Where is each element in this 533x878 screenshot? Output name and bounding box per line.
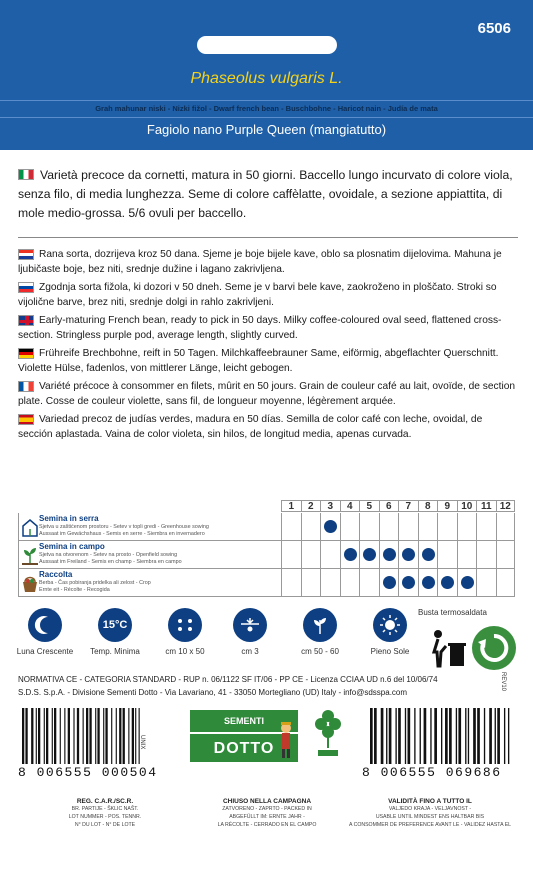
sun-icon [373,608,407,642]
calendar-cell [457,513,477,541]
description-hr-text: Rana sorta, dozrijeva kroz 50 dana. Sjeme je boje bijele kave, oblo sa plosnatim dijelovima. Mahuna je ljubičaste boje, bez niti, srednje dužine i lagano zakrivljena. [18,249,502,275]
barcode-bar [103,708,104,764]
barcode-bar [68,708,70,764]
barcode-bar [504,708,505,764]
barcode-bar [135,708,136,764]
italian-name: Fagiolo nano Purple Queen (mangiatutto) [146,122,387,137]
legal-line-2: S.D.S. S.p.A. - Divisione Sementi Dotto - Via Lavariano, 41 - 33050 Mortegliano (UD) Italy - info@sdsspa.com [18,688,408,697]
barcode-bar [25,708,27,764]
calendar-cell [379,569,399,597]
calendar-dot [402,576,415,589]
icon-label: Temp. Minima [90,647,140,656]
barcode-bar [86,708,88,764]
month-header-cell: 10 [457,500,477,512]
icon-label: cm 10 x 50 [165,647,205,656]
calendar-cell [496,513,516,541]
icon-label: cm 3 [241,647,259,656]
calendar-cell [418,513,438,541]
logo-bottom-text: DOTTO [190,732,298,762]
barcode-bar [414,708,415,764]
barcode-bar [458,708,461,764]
barcode-bar [89,708,91,764]
barcode-bar [441,708,442,764]
calendar-cell [476,569,496,597]
legal-line-1: NORMATIVA CE - CATEGORIA STANDARD - RUP n. 06/1122 SF IT/06 - PP CE - Licenza CCIAA UD n.6 del 10/06/74 [18,675,438,684]
latin-name: Phaseolus vulgaris L. [190,70,343,87]
barcode-bar [489,708,492,764]
description-de-text: Frühreife Brechbohne, reift in 50 Tagen. Milchkaffeebrauner Same, eiförmig, abgeflachter Querschnitt. Violette Hülse, fadenlos, von mittlerer Länge, leicht gebogen. [18,348,499,374]
flag-france-icon [18,381,34,392]
temperature-value: 15°C [102,619,128,631]
row-sub: Sjetva na otvorenom - Setev na prosto - Openfield sowing [39,552,178,558]
description-es [18,412,518,442]
sowing-calendar [18,500,515,596]
barcode-bar [386,708,387,764]
description-it [18,166,518,223]
note-line: N° DU LOT - N° DE LOTE [74,822,136,828]
description-en-text: Early-maturing French bean, ready to pick in 50 days. Milky coffee-coloured oval seed, flattened cross-section. Stringless purple pod, average length, slightly curved. [18,315,502,341]
calendar-cell [418,569,438,597]
recycle-icon [472,626,516,670]
calendar-cell [398,541,418,569]
translations [18,247,518,445]
moon-icon [28,608,62,642]
barcode-left-number: 8 006555 000504 [18,765,158,780]
note-line: LOT NUMMER - POS. TENNR. [68,814,142,820]
calendar-cell [320,513,340,541]
spacing-info [155,608,215,656]
barcode-bar [52,708,53,764]
month-header-cell: 5 [359,500,379,512]
barcode-bar [116,708,117,764]
calendar-cell [281,541,301,569]
description-hr [18,247,518,277]
calendar-cell [437,513,457,541]
note-line: A CONSOMMER DE PREFERENCE AVANT LE - VALIDEZ HASTA EL [348,822,512,828]
calendar-cell [359,513,379,541]
calendar-dot [422,576,435,589]
calendar-row-harvest [18,569,515,597]
calendar-cell [379,541,399,569]
barcode-bar [424,708,427,764]
barcode-bar [123,708,125,764]
barcode-bar [434,708,437,764]
calendar-cell [496,569,516,597]
barcode-bar [83,708,84,764]
barcode-bar [31,708,33,764]
icon-label: Luna Crescente [16,647,74,656]
month-header-cell: 6 [379,500,399,512]
month-header-cell: 2 [301,500,321,512]
calendar-cell [340,541,360,569]
row-label [18,513,281,541]
header-divider [0,100,533,101]
barcode-bar [64,708,65,764]
flag-spain-icon [18,414,34,425]
temperature-info [85,608,145,656]
barcode-right [370,708,512,764]
row-label [18,569,281,597]
barcode-bar [508,708,509,764]
calendar-cell [320,541,340,569]
note-line: BR. PARTIJE - ŠKLIC NAŠT. [71,806,139,812]
note-title: CHIUSO NELLA CAMPAGNA [222,798,312,805]
calendar-cell [359,541,379,569]
calendar-cell [457,569,477,597]
description-si [18,280,518,310]
month-header-cell: 7 [398,500,418,512]
barcode-bar [46,708,48,764]
calendar-cell [476,513,496,541]
barcode-bar [370,708,373,764]
row-title: Semina in serra [39,514,99,523]
logo-top-text: SEMENTI [190,710,298,732]
month-header-cell: 3 [320,500,340,512]
calendar-dot [383,576,396,589]
calendar-cell [281,569,301,597]
calendar-dot [324,520,337,533]
calendar-dot [363,548,376,561]
spacing-icon [168,608,202,642]
barcode-bar [395,708,396,764]
barcode-bar [44,708,45,764]
multilang-names: Grah mahunar niski - Nizki fižol - Dwarf french bean - Buschbohne - Haricot nain - Judía de mata [95,104,438,113]
barcode-bar [22,708,24,764]
height-icon [303,608,337,642]
barcode-bar [36,708,37,764]
unix-label: UNIX [139,735,145,750]
row-sub: Ernte eit - Récolte - Recogida [39,587,110,593]
month-header-cell: 4 [340,500,360,512]
month-header-cell: 9 [437,500,457,512]
barcode-bar [420,708,421,764]
calendar-cell [340,513,360,541]
mascot-icon [276,720,296,760]
dispose-in-bin-icon [428,626,468,670]
temperature-icon [98,608,132,642]
flag-slovenia-icon [18,282,34,293]
icon-label: cm 50 - 60 [301,647,339,656]
calendar-dot [422,548,435,561]
note-title: VALIDITÀ FINO A TUTTO IL [388,798,472,805]
calendar-dot [383,548,396,561]
description-en [18,313,518,343]
row-label [18,541,281,569]
description-fr-text: Variété précoce à consommer en filets, mûrit en 50 jours. Grain de couleur café au lait, ovoïde, de section plate. Cosse de couleur violette, sans fil, de longueur moyenne, légèrement arquée. [18,381,516,407]
barcode-bar [408,708,411,764]
calendar-cell [359,569,379,597]
moon-info [15,608,75,656]
calendar-cell [379,513,399,541]
calendar-cell [418,541,438,569]
barcode-bar [430,708,431,764]
calendar-dot [461,576,474,589]
row-sub: Aussaat im Freiland - Semis en champ - Siembra en campo [39,559,182,565]
row-title: Raccolta [39,570,73,579]
sun-info [360,608,420,656]
barcode-bar [495,708,496,764]
flag-italy-icon [18,169,34,180]
note-line: LA RÉCOLTE - CERRADO EN EL CAMPO [217,822,317,828]
icon-label: Pieno Sole [370,647,410,656]
barcode-bar [374,708,377,764]
divider [18,237,518,238]
calendar-cell [398,513,418,541]
barcode-bar [465,708,466,764]
barcode-bar [389,708,392,764]
calendar-cell [301,541,321,569]
revision-code: REV10 [500,672,506,692]
calendar-cell [301,569,321,597]
calendar-cell [340,569,360,597]
basket-icon [21,572,39,594]
calendar-row-greenhouse [18,513,515,541]
barcode-bar [445,708,448,764]
growing-info-icons [0,608,533,668]
description-de [18,346,518,376]
description-si-text: Zgodnja sorta fižola, ki dozori v 50 dneh. Seme je v barvi bele kave, zaokroženo in ploščato. Stroki so vijolične barve, brez niti, srednje dolgi in rahlo zakrivljeni. [18,282,497,308]
barcode-bar [456,708,457,764]
barcode-bar [449,708,452,764]
clover-certification-icon [313,708,343,760]
calendar-cell [437,569,457,597]
barcode-bar [119,708,121,764]
calendar-cell [457,541,477,569]
hang-slot [197,36,337,54]
header-banner [0,0,533,150]
depth-info [220,608,280,656]
note-title: REG. C.A.R./SC.R. [76,798,134,805]
calendar-dot [344,548,357,561]
calendar-cell [301,513,321,541]
note-lot [20,798,190,829]
barcode-bar [381,708,384,764]
barcode-bar [405,708,406,764]
barcode-bar [38,708,40,764]
barcode-bar [128,708,129,764]
product-code: 6506 [477,20,511,37]
flag-germany-icon [18,348,34,359]
calendar-cell [281,513,301,541]
barcode-left [22,708,142,764]
depth-icon [233,608,267,642]
note-line: ZATVORENO - ZAPRTO - PACKED IN [222,806,312,812]
flag-croatia-icon [18,249,34,260]
barcode-bar [105,708,107,764]
calendar-dot [402,548,415,561]
note-line: ABGEFÜLLT IM: ERNTE JAHR - [229,814,305,820]
height-info [290,608,350,656]
month-header-cell: 11 [476,500,496,512]
header-divider [0,117,533,118]
barcode-right-number: 8 006555 069686 [362,765,502,780]
barcode-bar [97,708,99,764]
barcode-bar [398,708,401,764]
calendar-cell [496,541,516,569]
note-line: VALJEDO KRAJA - VELJAVNOST - [388,806,472,812]
barcode-bar [60,708,61,764]
barcode-bar [111,708,112,764]
calendar-cell [476,541,496,569]
flag-uk-icon [18,315,34,326]
seedling-icon [21,544,39,566]
barcode-bar [497,708,500,764]
greenhouse-icon [21,516,39,538]
calendar-cell [437,541,457,569]
note-packed [182,798,352,829]
calendar-row-openfield [18,541,515,569]
row-sub: Sjetva u zaštićenom prostoru - Setev v topli gredi - Greenhouse sowing [39,524,209,530]
barcode-bar [54,708,56,764]
calendar-dot [441,576,454,589]
calendar-cell [398,569,418,597]
row-sub: Aussaat im Gewächshaus - Semis en serre - Siembra en invernadero [39,531,205,537]
sementi-dotto-logo [190,710,298,762]
month-header-cell: 8 [418,500,438,512]
note-validity [345,798,515,829]
busta-label: Busta termosaldata [418,608,487,617]
barcode-bar [468,708,469,764]
barcode-bar [473,708,476,764]
month-header-cell: 12 [496,500,516,512]
description-es-text: Variedad precoz de judías verdes, madura en 50 días. Semilla de color café con leche, ovoidal, de sección aplastada. Vaina de color violeta, sin hilos, de longitud media, apenas curvada. [18,414,483,440]
row-title: Semina in campo [39,542,105,551]
description-it-text: Varietà precoce da cornetti, matura in 50 giorni. Baccello lungo incurvato di colore viola, senza filo, di media lunghezza. Seme di colore caffèlatte, ovoidale, a sezione appiattita, di mole medio-grossa. 5/6 ovuli per baccello. [18,168,513,220]
barcode-bar [477,708,480,764]
description-fr [18,379,518,409]
barcode-bar [73,708,74,764]
note-line: USABLE UNTIL MINDEST ENS HALTBAR BIS [375,814,485,820]
calendar-cell [320,569,340,597]
row-sub: Berba - Čas pobiranja pridelka ali zelost - Crop [39,580,151,586]
barcode-bar [95,708,96,764]
month-header-cell: 1 [281,500,301,512]
barcode-bar [77,708,79,764]
barcode-bar [132,708,134,764]
barcode-bar [484,708,485,764]
